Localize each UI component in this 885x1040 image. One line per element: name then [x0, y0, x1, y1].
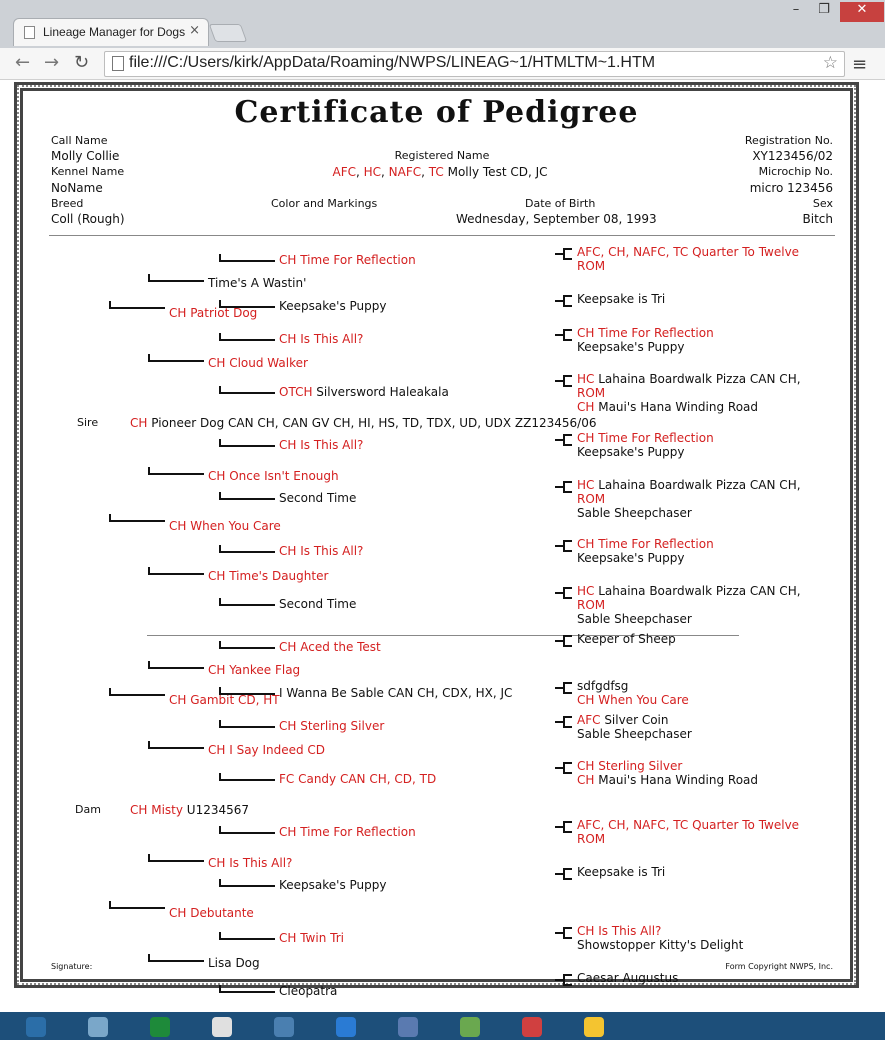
connector-line: [219, 492, 275, 500]
bracket-line: [563, 434, 572, 446]
globe-icon: [398, 1017, 418, 1037]
certificate: [25, 93, 848, 998]
sire-gen5-5: Sable Sheepchaser: [577, 506, 692, 520]
reload-icon[interactable]: ↻: [74, 52, 90, 73]
sex-label: Sex: [812, 197, 833, 210]
browser-toolbar: [0, 48, 885, 80]
dam-gen5-1: sdfgdfsg: [577, 679, 629, 693]
connector-line: [219, 641, 275, 649]
dam-great-grandparent-6: CH Twin Tri: [279, 931, 344, 945]
sire-gen5-7: Sable Sheepchaser: [577, 612, 692, 626]
dam-gen5-6: Showstopper Kitty's Delight: [577, 938, 744, 952]
kennel-name-label: Kennel Name: [51, 165, 125, 178]
dam-grandparent-2: CH Is This All?: [208, 856, 293, 870]
connector-line: [219, 333, 275, 341]
taskbar-button[interactable]: [10, 1014, 62, 1040]
file-explorer-icon: [88, 1017, 108, 1037]
date-of-birth: Wednesday, September 08, 1993: [456, 212, 657, 226]
bracket-line: [563, 821, 572, 833]
dam-grandparent-1: CH I Say Indeed CD: [208, 743, 326, 757]
connector-line: [148, 854, 204, 862]
sire-great-grandparent-6: CH Is This All?: [279, 544, 364, 558]
sire-gen5-7: ROM: [577, 598, 606, 612]
dam-gen5-5: Keepsake is Tri: [577, 865, 666, 879]
call-name-label: Call Name: [51, 134, 108, 147]
sire-great-grandparent-3: OTCH Silversword Haleakala: [279, 385, 449, 399]
connector-line: [219, 545, 275, 553]
connector-line: [148, 567, 204, 575]
tab-title: Lineage Manager for Dogs: [43, 25, 186, 39]
dam-parent-0: CH Gambit CD, HT: [169, 693, 280, 707]
sire-gen5-2: Keepsake's Puppy: [577, 340, 685, 354]
copyright: Form Copyright NWPS, Inc.: [725, 962, 833, 971]
bookmark-star-icon[interactable]: ☆: [822, 53, 838, 73]
connector-line: [148, 274, 204, 282]
sire-great-grandparent-2: CH Is This All?: [279, 332, 364, 346]
maximize-button[interactable]: ❐: [818, 2, 830, 17]
minimize-button[interactable]: –: [792, 2, 800, 17]
connector-line: [219, 598, 275, 606]
bracket-line: [563, 682, 572, 694]
connector-line: [219, 439, 275, 447]
breed: Coll (Rough): [51, 212, 125, 226]
connector-line: [148, 741, 204, 749]
sire-gen5-6: CH Time For Reflection: [577, 537, 714, 551]
certificate-title: Certificate of Pedigree: [234, 95, 639, 130]
connector-line: [109, 514, 165, 522]
bracket-line: [563, 481, 572, 493]
camera-icon: [522, 1017, 542, 1037]
sire-label: Sire: [77, 416, 99, 429]
taskbar-button[interactable]: [258, 1014, 310, 1040]
sire-gen5-0: AFC, CH, NAFC, TC Quarter To Twelve: [577, 245, 800, 259]
sire-great-grandparent-5: Second Time: [279, 491, 357, 505]
sire-grandparent-0: Time's A Wastin': [208, 276, 307, 290]
sex: Bitch: [802, 212, 833, 226]
close-window-button[interactable]: ✕: [840, 2, 884, 22]
stamp-icon: [460, 1017, 480, 1037]
bracket-line: [563, 974, 572, 986]
taskbar-button[interactable]: [568, 1014, 620, 1040]
sire-great-grandparent-4: CH Is This All?: [279, 438, 364, 452]
connector-line: [148, 661, 204, 669]
twitter-icon: [336, 1017, 356, 1037]
taskbar-button[interactable]: [382, 1014, 434, 1040]
sire-gen5-2: CH Time For Reflection: [577, 326, 714, 340]
date-of-birth-label: Date of Birth: [525, 197, 596, 210]
header-divider: [49, 235, 835, 236]
registered-name-label: Registered Name: [394, 149, 490, 162]
kennel-name: NoName: [51, 181, 103, 195]
chrome-icon: [212, 1017, 232, 1037]
connector-line: [219, 687, 275, 695]
dam-great-grandparent-3: FC Candy CAN CH, CD, TD: [279, 772, 437, 786]
sire-parent-0: CH Patriot Dog: [169, 306, 258, 320]
taskbar-button[interactable]: [320, 1014, 372, 1040]
sire-grandparent-1: CH Cloud Walker: [208, 356, 308, 370]
bracket-line: [563, 716, 572, 728]
dam-gen5-3: CH Sterling Silver: [577, 759, 683, 773]
connector-line: [109, 688, 165, 696]
bracket-line: [563, 295, 572, 307]
taskbar-button[interactable]: [134, 1014, 186, 1040]
dam-gen5-1: CH When You Care: [577, 693, 689, 707]
connector-line: [148, 354, 204, 362]
connector-line: [219, 254, 275, 262]
dam-great-grandparent-2: CH Sterling Silver: [279, 719, 385, 733]
dam-gen5-4: AFC, CH, NAFC, TC Quarter To Twelve: [577, 818, 800, 832]
bracket-line: [563, 248, 572, 260]
sire-gen5-0: ROM: [577, 259, 606, 273]
bracket-line: [563, 635, 572, 647]
dam-gen5-3: CH Maui's Hana Winding Road: [577, 773, 759, 787]
bracket-line: [563, 868, 572, 880]
dam-great-grandparent-4: CH Time For Reflection: [279, 825, 416, 839]
dam-label: Dam: [75, 803, 101, 816]
connector-line: [219, 879, 275, 887]
sire-parent-1: CH When You Care: [169, 519, 281, 533]
dam-great-grandparent-0: CH Aced the Test: [279, 640, 381, 654]
call-name: Molly Collie: [51, 149, 120, 163]
pegasus-icon: [274, 1017, 294, 1037]
sire-gen5-6: Keepsake's Puppy: [577, 551, 685, 565]
sire-great-grandparent-1: Keepsake's Puppy: [279, 299, 387, 313]
connector-line: [219, 300, 275, 308]
sire-gen5-7: HC Lahaina Boardwalk Pizza CAN CH,: [577, 584, 801, 598]
close-tab-icon[interactable]: ×: [189, 23, 200, 38]
bracket-line: [563, 587, 572, 599]
sire-gen5-1: Keepsake is Tri: [577, 292, 666, 306]
microchip-label: Microchip No.: [758, 165, 833, 178]
sire-gen5-4: CH Time For Reflection: [577, 431, 714, 445]
taskbar: [0, 1012, 885, 1040]
store-icon: [150, 1017, 170, 1037]
connector-line: [109, 901, 165, 909]
dam-name: CH Misty U1234567: [130, 803, 250, 817]
bracket-line: [563, 329, 572, 341]
dam-gen5-0: Keeper of Sheep: [577, 632, 676, 646]
address-bar[interactable]: [104, 51, 845, 77]
bracket-line: [563, 375, 572, 387]
tab-lineage-manager[interactable]: [13, 18, 209, 46]
dam-gen5-6: CH Is This All?: [577, 924, 662, 938]
registration-no-label: Registration No.: [744, 134, 833, 147]
connector-line: [219, 826, 275, 834]
dam-gen5-2: AFC Silver Coin: [577, 713, 669, 727]
forward-icon[interactable]: →: [44, 52, 60, 73]
page-icon: [24, 26, 35, 39]
sire-gen5-3: ROM: [577, 386, 606, 400]
sire-gen5-4: Keepsake's Puppy: [577, 445, 685, 459]
sire-gen5-3: CH Maui's Hana Winding Road: [577, 400, 759, 414]
connector-line: [219, 985, 275, 993]
sire-grandparent-3: CH Time's Daughter: [208, 569, 329, 583]
dam-gen5-4: ROM: [577, 832, 606, 846]
breed-label: Breed: [51, 197, 84, 210]
title-bar: [0, 0, 885, 48]
taskbar-button[interactable]: [506, 1014, 558, 1040]
taskbar-button[interactable]: [444, 1014, 496, 1040]
new-tab-button[interactable]: [209, 24, 248, 42]
connector-line: [109, 301, 165, 309]
signature-label: Signature:: [51, 962, 93, 971]
dam-parent-1: CH Debutante: [169, 906, 254, 920]
bracket-line: [563, 927, 572, 939]
connector-line: [219, 720, 275, 728]
bracket-line: [563, 762, 572, 774]
dam-grandparent-0: CH Yankee Flag: [208, 663, 301, 677]
windows-start-icon: [26, 1017, 46, 1037]
registered-name: AFC, HC, NAFC, TC Molly Test CD, JC: [332, 165, 548, 179]
sire-great-grandparent-0: CH Time For Reflection: [279, 253, 416, 267]
menu-icon[interactable]: ≡: [852, 54, 868, 75]
connector-line: [219, 773, 275, 781]
bracket-line: [563, 540, 572, 552]
dam-great-grandparent-7: Cleopatra: [279, 984, 338, 998]
color-markings-label: Color and Markings: [271, 197, 378, 210]
dam-grandparent-3: Lisa Dog: [208, 956, 260, 970]
sire-name: CH Pioneer Dog CAN CH, CAN GV CH, HI, HS, TD, TDX, UD, UDX ZZ123456/06: [130, 416, 597, 430]
back-icon[interactable]: ←: [15, 52, 31, 73]
dam-gen5-7: Caesar Augustus: [577, 971, 679, 985]
paw-icon: [584, 1017, 604, 1037]
page-icon: [112, 56, 124, 71]
sire-gen5-5: ROM: [577, 492, 606, 506]
sire-grandparent-2: CH Once Isn't Enough: [208, 469, 339, 483]
taskbar-button[interactable]: [196, 1014, 248, 1040]
dam-great-grandparent-5: Keepsake's Puppy: [279, 878, 387, 892]
sire-great-grandparent-7: Second Time: [279, 597, 357, 611]
taskbar-button[interactable]: [72, 1014, 124, 1040]
registration-no: XY123456/02: [752, 149, 833, 163]
connector-line: [148, 954, 204, 962]
sire-gen5-5: HC Lahaina Boardwalk Pizza CAN CH,: [577, 478, 801, 492]
connector-line: [219, 932, 275, 940]
url-text[interactable]: file:///C:/Users/kirk/AppData/Roaming/NWPS/LINEAG~1/HTMLTM~1.HTM: [129, 54, 656, 71]
microchip-no: micro 123456: [749, 181, 833, 195]
connector-line: [219, 386, 275, 394]
dam-great-grandparent-1: I Wanna Be Sable CAN CH, CDX, HX, JC: [279, 686, 513, 700]
page-content: [12, 80, 874, 998]
connector-line: [148, 467, 204, 475]
sire-gen5-3: HC Lahaina Boardwalk Pizza CAN CH,: [577, 372, 801, 386]
dam-gen5-2: Sable Sheepchaser: [577, 727, 692, 741]
